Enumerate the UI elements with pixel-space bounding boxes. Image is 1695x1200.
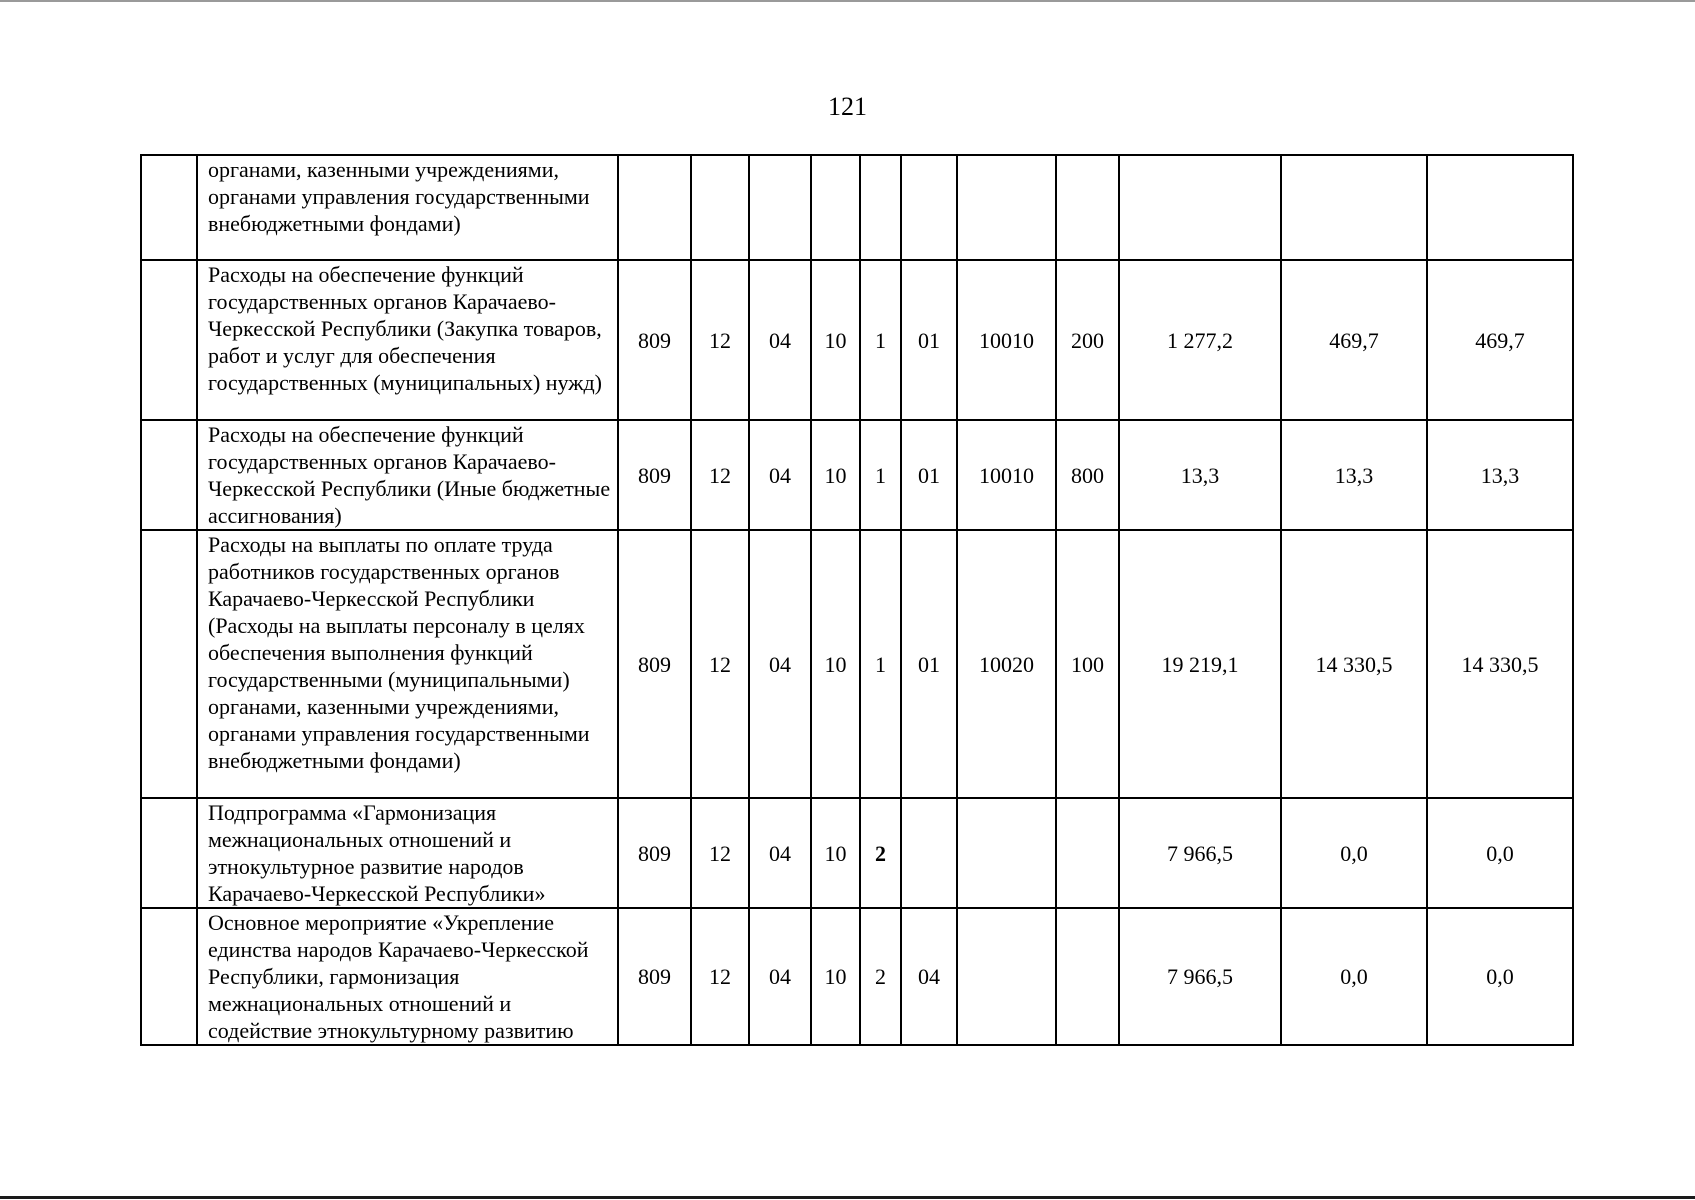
expense-type-cell: 200 [1056, 260, 1119, 420]
sum-year3-cell: 0,0 [1427, 798, 1573, 908]
event-code-cell: 01 [901, 260, 957, 420]
program-code-cell [811, 155, 860, 260]
description-text: Основное мероприятие «Укрепление единства народов Карачаево-Черкесской Республики, гармонизация межнациональных отношений и содействие этнокультурному развитию [208, 910, 589, 1043]
subsection-code-cell: 04 [749, 420, 811, 530]
program-code-cell: 10 [811, 798, 860, 908]
program-code-cell: 10 [811, 530, 860, 798]
event-code-cell: 04 [901, 908, 957, 1045]
sum-year3-cell: 0,0 [1427, 908, 1573, 1045]
description-cell [197, 798, 618, 908]
subsection-code-cell: 04 [749, 798, 811, 908]
sum-year1-cell: 7 966,5 [1119, 908, 1281, 1045]
top-scan-edge [0, 0, 1695, 2]
direction-code-cell [957, 155, 1056, 260]
description-cell [197, 420, 618, 530]
sum-year2-cell: 14 330,5 [1281, 530, 1427, 798]
table-row [141, 530, 1573, 798]
expense-type-cell: 800 [1056, 420, 1119, 530]
budget-table [140, 154, 1574, 1046]
program-code-cell: 10 [811, 260, 860, 420]
sum-year2-cell: 469,7 [1281, 260, 1427, 420]
table-row [141, 260, 1573, 420]
description-cell [197, 260, 618, 420]
gr-code-cell: 809 [618, 530, 691, 798]
section-code-cell: 12 [691, 530, 749, 798]
sum-year2-cell: 0,0 [1281, 908, 1427, 1045]
description-text: органами, казенными учреждениями, органами управления государственными внебюджетными фондами) [208, 157, 590, 236]
description-cell [197, 908, 618, 1045]
direction-code-cell [957, 798, 1056, 908]
expense-type-cell [1056, 798, 1119, 908]
description-cell [197, 155, 618, 260]
description-text: Подпрограмма «Гармонизация межнациональных отношений и этнокультурное развитие народов Карачаево-Черкесской Республики» [208, 800, 546, 906]
sum-year2-cell: 13,3 [1281, 420, 1427, 530]
page-number: 121 [828, 92, 867, 121]
program-code-cell: 10 [811, 420, 860, 530]
sum-year1-cell: 7 966,5 [1119, 798, 1281, 908]
row-number-cell [141, 798, 197, 908]
event-code-cell [901, 155, 957, 260]
description-text: Расходы на обеспечение функций государственных органов Карачаево-Черкесской Республики (Иные бюджетные ассигнования) [208, 422, 611, 528]
description-text: Расходы на обеспечение функций государственных органов Карачаево-Черкесской Республики (Закупка товаров, работ и услуг для обеспечения государственных (муниципальных) нужд) [208, 262, 602, 395]
subsection-code-cell [749, 155, 811, 260]
sum-year1-cell: 13,3 [1119, 420, 1281, 530]
event-code-cell: 01 [901, 530, 957, 798]
expense-type-cell [1056, 155, 1119, 260]
row-number-cell [141, 420, 197, 530]
description-text: Расходы на выплаты по оплате труда работников государственных органов Карачаево-Черкесской Республики (Расходы на выплаты персоналу в целях обеспечения выполнения функций государственными (муниципальными) органами, казенными учреждениями, органами управления государственными внебюджетными фондами) [208, 532, 590, 773]
subprogram-code-cell: 2 [860, 908, 901, 1045]
subsection-code-cell: 04 [749, 908, 811, 1045]
row-number-cell [141, 155, 197, 260]
direction-code-cell: 10010 [957, 260, 1056, 420]
expense-type-cell: 100 [1056, 530, 1119, 798]
row-number-cell [141, 260, 197, 420]
sum-year1-cell: 1 277,2 [1119, 260, 1281, 420]
sum-year3-cell: 469,7 [1427, 260, 1573, 420]
gr-code-cell: 809 [618, 260, 691, 420]
subsection-code-cell: 04 [749, 260, 811, 420]
table-row [141, 420, 1573, 530]
subprogram-code-cell: 2 [860, 798, 901, 908]
gr-code-cell: 809 [618, 420, 691, 530]
table-row [141, 798, 1573, 908]
event-code-cell: 01 [901, 420, 957, 530]
table-row [141, 908, 1573, 1045]
sum-year2-cell [1281, 155, 1427, 260]
subprogram-code-cell: 1 [860, 260, 901, 420]
description-cell [197, 530, 618, 798]
sum-year1-cell: 19 219,1 [1119, 530, 1281, 798]
section-code-cell: 12 [691, 420, 749, 530]
section-code-cell: 12 [691, 260, 749, 420]
subprogram-code-cell [860, 155, 901, 260]
sum-year1-cell [1119, 155, 1281, 260]
subprogram-code-cell: 1 [860, 420, 901, 530]
sum-year3-cell [1427, 155, 1573, 260]
program-code-cell: 10 [811, 908, 860, 1045]
gr-code-cell: 809 [618, 908, 691, 1045]
row-number-cell [141, 908, 197, 1045]
table-row [141, 155, 1573, 260]
section-code-cell: 12 [691, 908, 749, 1045]
sum-year3-cell: 14 330,5 [1427, 530, 1573, 798]
expense-type-cell [1056, 908, 1119, 1045]
section-code-cell: 12 [691, 798, 749, 908]
sum-year3-cell: 13,3 [1427, 420, 1573, 530]
subsection-code-cell: 04 [749, 530, 811, 798]
section-code-cell [691, 155, 749, 260]
sum-year2-cell: 0,0 [1281, 798, 1427, 908]
row-number-cell [141, 530, 197, 798]
gr-code-cell [618, 155, 691, 260]
event-code-cell [901, 798, 957, 908]
direction-code-cell: 10010 [957, 420, 1056, 530]
bottom-scan-edge [0, 1196, 1695, 1199]
subprogram-code-cell: 1 [860, 530, 901, 798]
direction-code-cell [957, 908, 1056, 1045]
direction-code-cell: 10020 [957, 530, 1056, 798]
gr-code-cell: 809 [618, 798, 691, 908]
